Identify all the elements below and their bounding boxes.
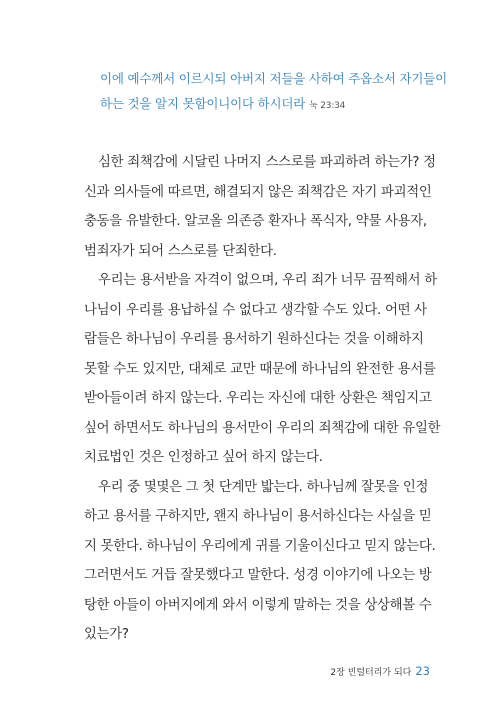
text-line: 지 못한다. 하나님이 우리에게 귀를 기울이신다고 믿지 않는다. — [84, 538, 436, 554]
text-line: 그러면서도 거듭 잘못했다고 말한다. 성경 이야기에 나오는 방 — [84, 568, 432, 583]
text-line: 탕한 아들이 아버지에게 와서 이렇게 말하는 것을 상상해볼 수 — [84, 597, 432, 613]
text-line: 우리 중 몇몇은 그 첫 단계만 밟는다. 하나님께 잘못을 인정 — [98, 479, 429, 495]
chapter-title: 2장 빈털터리가 되다 — [330, 668, 412, 678]
paragraph — [84, 148, 454, 266]
text-line: 람들은 하나님이 우리를 용서하기 원하신다는 것을 이해하지 — [84, 332, 424, 347]
scripture-quote — [100, 66, 480, 119]
text-line: 충동을 유발한다. 알코올 의존증 환자나 폭식자, 약물 사용자, — [84, 214, 427, 229]
text-line: 심한 죄책감에 시달린 나머지 스스로를 파괴하려 하는가? 정 — [98, 155, 436, 170]
text-line: 우리는 용서받을 자격이 없으며, 우리 죄가 너무 끔찍해서 하 — [98, 273, 437, 288]
body-text — [84, 148, 454, 650]
text-line: 신과 의사들에 따르면, 해결되지 않은 죄책감은 자기 파괴적인 — [84, 184, 432, 200]
text-line: 나님이 우리를 용납하실 수 없다고 생각할 수도 있다. 어떤 사 — [84, 302, 427, 318]
page-number: 23 — [415, 664, 430, 678]
page-footer — [300, 664, 430, 678]
paragraph — [84, 473, 454, 650]
text-line: 받아들이려 하지 않는다. 우리는 자신에 대한 상환은 책임지고 — [84, 391, 432, 406]
quote-line — [100, 91, 480, 119]
text-line: 하고 용서를 구하지만, 왠지 하나님이 용서하신다는 사실을 믿 — [84, 509, 432, 524]
text-line: 못할 수도 있지만, 대체로 교만 때문에 하나님의 완전한 용서를 — [84, 361, 436, 377]
quote-reference: 눅 23:34 — [309, 101, 346, 111]
text-line: 범죄자가 되어 스스로를 단죄한다. — [84, 243, 277, 259]
paragraph — [84, 266, 454, 473]
text-line: 있는가? — [84, 627, 129, 642]
quote-line: 이에 예수께서 이르시되 아버지 저들을 사하여 주옵소서 자기들이 — [100, 71, 448, 86]
text-line: 치료법인 것은 인정하고 싶어 하지 않는다. — [84, 450, 323, 465]
quote-line-text: 하는 것을 알지 못함이니이다 하시더라 — [100, 96, 306, 111]
text-line: 싶어 하면서도 하나님의 용서만이 우리의 죄책감에 대한 유일한 — [84, 420, 441, 436]
